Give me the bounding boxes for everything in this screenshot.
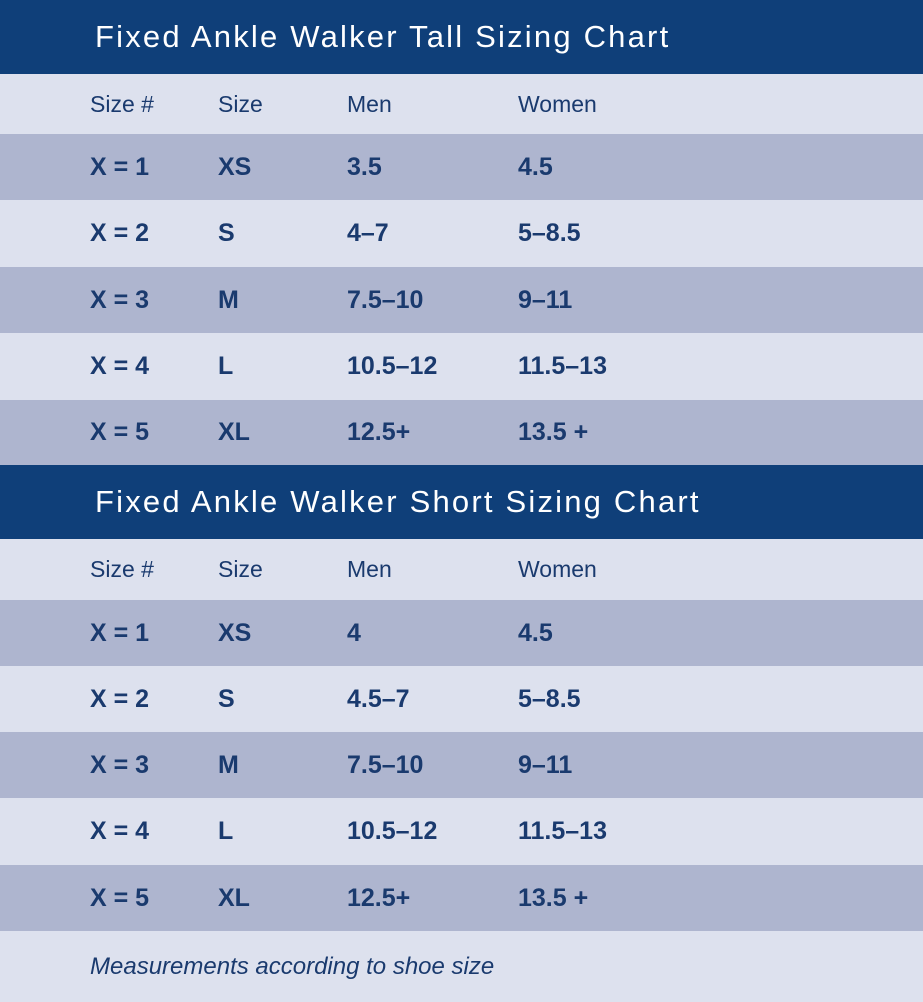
size-cell: M — [218, 285, 239, 314]
women-cell: 13.5 + — [518, 418, 589, 446]
table-row — [0, 400, 923, 465]
men-cell: 10.5–12 — [347, 352, 438, 380]
women-cell: 4.5 — [518, 618, 553, 647]
women-cell: 9–11 — [518, 285, 573, 314]
footnote-text: Measurements according to shoe size — [90, 952, 495, 980]
size-cell: L — [218, 352, 234, 380]
size-number-cell: X = 1 — [90, 618, 150, 647]
size-number-cell: X = 2 — [90, 219, 150, 247]
size-cell: XL — [218, 883, 250, 912]
men-cell: 7.5–10 — [347, 750, 424, 779]
size-number-cell: X = 3 — [90, 285, 150, 314]
table-row — [0, 798, 923, 865]
column-header-women: Women — [518, 90, 597, 117]
column-header-men: Men — [347, 556, 392, 582]
table-row — [0, 333, 923, 400]
men-cell: 4.5–7 — [347, 684, 410, 713]
footnote — [0, 931, 923, 1002]
women-cell: 11.5–13 — [518, 352, 607, 380]
short-chart-title — [0, 465, 923, 539]
short-chart-header-row — [0, 539, 923, 600]
men-cell: 12.5+ — [347, 418, 411, 446]
size-number-cell: X = 4 — [90, 352, 150, 380]
table-row — [0, 134, 923, 200]
size-cell: XL — [218, 418, 250, 446]
table-row — [0, 200, 923, 267]
size-cell: M — [218, 750, 239, 779]
size-cell: XS — [218, 618, 252, 647]
women-cell: 5–8.5 — [518, 684, 581, 713]
size-cell: S — [218, 684, 235, 713]
column-header-women: Women — [518, 556, 597, 582]
column-header-size: Size — [218, 556, 263, 582]
men-cell: 10.5–12 — [347, 817, 438, 845]
women-cell: 11.5–13 — [518, 817, 607, 845]
short-chart-title-text: Fixed Ankle Walker Short Sizing Chart — [95, 484, 701, 519]
men-cell: 3.5 — [347, 152, 382, 181]
men-cell: 4 — [347, 618, 361, 647]
size-number-cell: X = 3 — [90, 750, 150, 779]
size-number-cell: X = 5 — [90, 418, 150, 446]
men-cell: 4–7 — [347, 219, 389, 247]
women-cell: 9–11 — [518, 750, 573, 779]
table-row — [0, 600, 923, 666]
column-header-men: Men — [347, 90, 392, 117]
column-header-size: Size — [218, 90, 263, 117]
column-header-size-number: Size # — [90, 556, 154, 582]
table-row — [0, 267, 923, 333]
column-header-size-number: Size # — [90, 90, 154, 117]
size-cell: S — [218, 219, 235, 247]
tall-chart-title-text: Fixed Ankle Walker Tall Sizing Chart — [95, 19, 671, 54]
size-number-cell: X = 4 — [90, 817, 150, 845]
tall-chart-header-row — [0, 74, 923, 134]
men-cell: 12.5+ — [347, 883, 411, 912]
table-row — [0, 865, 923, 931]
size-number-cell: X = 1 — [90, 152, 150, 181]
men-cell: 7.5–10 — [347, 285, 424, 314]
size-number-cell: X = 2 — [90, 684, 150, 713]
women-cell: 4.5 — [518, 152, 553, 181]
size-number-cell: X = 5 — [90, 883, 150, 912]
women-cell: 13.5 + — [518, 883, 589, 912]
women-cell: 5–8.5 — [518, 219, 581, 247]
tall-chart-title — [0, 0, 923, 74]
table-row — [0, 666, 923, 732]
size-cell: L — [218, 817, 234, 845]
size-cell: XS — [218, 152, 252, 181]
table-row — [0, 732, 923, 798]
